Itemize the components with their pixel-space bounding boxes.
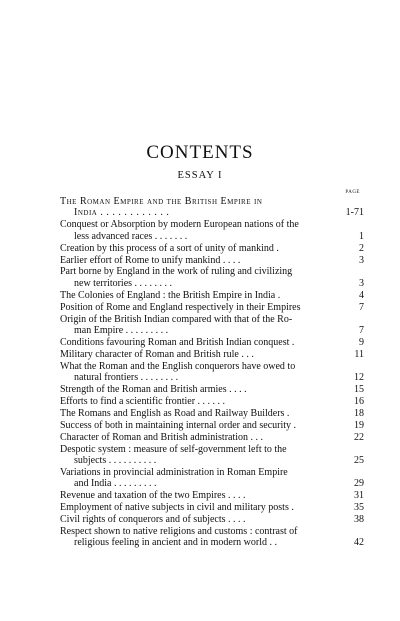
- toc-entry-text: Efforts to find a scientific frontier . . . . . .: [60, 395, 226, 407]
- toc-page-number: 16: [354, 395, 364, 407]
- toc-entry: [60, 266, 364, 289]
- toc-page-number: 42: [354, 537, 364, 549]
- toc-entry: [60, 384, 364, 395]
- toc-page-number: 31: [354, 490, 364, 502]
- toc-page-number: 25: [354, 454, 364, 466]
- toc-entry: [60, 243, 364, 254]
- toc-entry-text: Despotic system : measure of self-government left to the: [60, 443, 287, 455]
- toc-page-number: 11: [354, 348, 364, 360]
- toc-entry: [60, 526, 364, 549]
- toc-entry: [60, 219, 364, 242]
- toc-entry-text: Variations in provincial administration in Roman Empire: [60, 466, 288, 478]
- toc-entry: [60, 408, 364, 419]
- toc-entry-text: Creation by this process of a sort of unity of mankind .: [60, 242, 279, 254]
- toc-entry-text-continued: and India . . . . . . . . .: [74, 478, 157, 490]
- toc-entry-text: Conditions favouring Roman and British Indian conquest .: [60, 336, 295, 348]
- toc-entry-text: Civil rights of conquerors and of subjects . . . .: [60, 513, 246, 525]
- toc-page-number: 19: [354, 419, 364, 431]
- toc-entry: [60, 196, 364, 219]
- toc-entry: [60, 361, 364, 384]
- toc-entry-text: Respect shown to native religions and customs : contrast of: [60, 525, 298, 537]
- toc-page-number: 35: [354, 502, 364, 514]
- toc-page-number: 9: [359, 336, 364, 348]
- essay-heading: ESSAY I: [177, 170, 223, 181]
- page-title: CONTENTS: [146, 142, 254, 163]
- toc-entry: [60, 349, 364, 360]
- toc-entry: [60, 514, 364, 525]
- toc-entry-text-continued: India . . . . . . . . . . . .: [74, 207, 170, 219]
- toc-entry: [60, 502, 364, 513]
- toc-entry-text: Origin of the British Indian compared with that of the Ro-: [60, 313, 293, 325]
- toc-page-number: 7: [359, 301, 364, 313]
- toc-page-number: 7: [359, 324, 364, 336]
- toc-page-number: 18: [354, 407, 364, 419]
- toc-page-number: 22: [354, 431, 364, 443]
- toc-entry: [60, 490, 364, 501]
- toc-page-number: 15: [354, 384, 364, 395]
- toc-page-number: 2: [359, 242, 364, 254]
- toc-entry-text: Success of both in maintaining internal order and security .: [60, 419, 297, 431]
- toc-entry: [60, 467, 364, 490]
- toc-entry-text-continued: new territories . . . . . . . .: [74, 277, 173, 289]
- toc-entry-text: The Romans and English as Road and Railway Builders .: [60, 407, 290, 419]
- toc-entry-text-continued: religious feeling in ancient and in modern world . .: [74, 537, 278, 549]
- toc-entry-text: Part borne by England in the work of ruling and civilizing: [60, 266, 293, 278]
- toc-entry-text-continued: less advanced races . . . . . . .: [74, 230, 188, 242]
- toc-entry: [60, 290, 364, 301]
- toc-entry-text: The Colonies of England : the British Empire in India .: [60, 289, 281, 301]
- toc-entry: [60, 314, 364, 337]
- toc-page-number: 4: [359, 289, 364, 301]
- toc-page-number: 1-71: [345, 207, 364, 219]
- toc-entry: [60, 255, 364, 266]
- toc-entry: [60, 420, 364, 431]
- toc-entry: [60, 337, 364, 348]
- toc-entry: [60, 302, 364, 313]
- toc-entry: [60, 444, 364, 467]
- toc-entry-text: What the Roman and the English conquerors have owed to: [60, 360, 296, 372]
- toc-entry-text-continued: man Empire . . . . . . . . .: [74, 324, 169, 336]
- toc-entry: [60, 396, 364, 407]
- toc-entry-text: Character of Roman and British administration . . .: [60, 431, 264, 443]
- toc-page-number: 3: [359, 277, 364, 289]
- toc-entry-text: Military character of Roman and British rule . . .: [60, 348, 254, 360]
- toc-entry-text: Revenue and taxation of the two Empires . . . .: [60, 490, 246, 502]
- toc-entry-text: The Roman Empire and the British Empire in: [60, 196, 263, 207]
- toc-page-number: 38: [354, 513, 364, 525]
- toc-page-number: 29: [354, 478, 364, 490]
- toc-entry-text: Employment of native subjects in civil and military posts .: [60, 502, 294, 514]
- toc-entry-text-continued: natural frontiers . . . . . . . .: [74, 372, 179, 384]
- toc-entry-text: Strength of the Roman and British armies . . . .: [60, 384, 247, 395]
- page-column-header: PAGE: [345, 190, 360, 195]
- toc-entry-text: Conquest or Absorption by modern European nations of the: [60, 219, 299, 231]
- toc-entry-text-continued: subjects . . . . . . . . . .: [74, 454, 157, 466]
- toc-entry-text: Position of Rome and England respectively in their Empires: [60, 301, 301, 313]
- toc-page-number: 3: [359, 254, 364, 266]
- toc-entry-text: Earlier effort of Rome to unify mankind . . . .: [60, 254, 241, 266]
- toc-page-number: 1: [359, 230, 364, 242]
- toc-entry: [60, 432, 364, 443]
- table-of-contents: [60, 196, 364, 549]
- toc-page-number: 12: [354, 372, 364, 384]
